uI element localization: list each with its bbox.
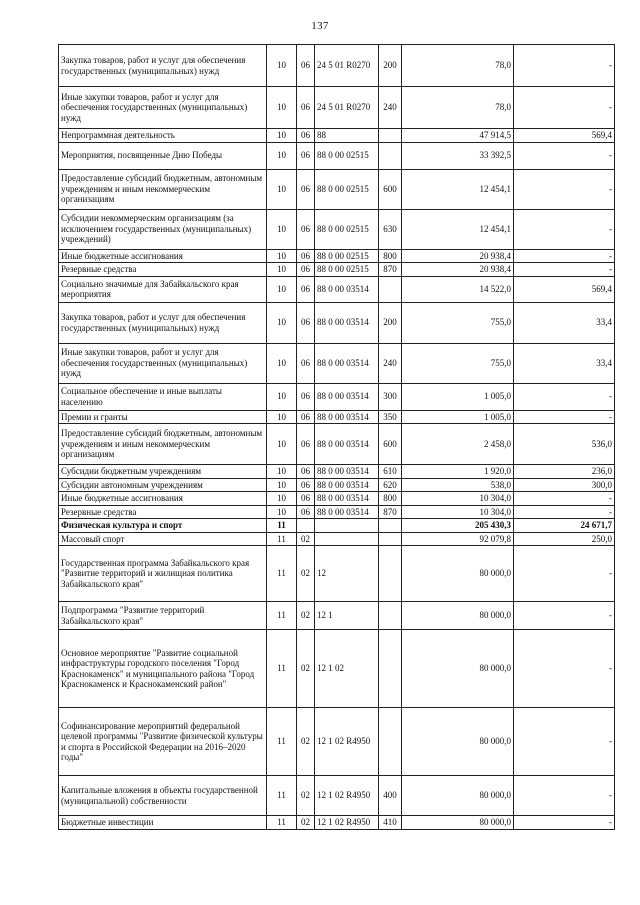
target-article-cell: 88 0 00 03514 <box>315 302 379 343</box>
subsection-code-cell: 02 <box>297 630 315 708</box>
subvention-amount-cell: - <box>514 708 615 776</box>
row-name-cell: Иные закупки товаров, работ и услуг для обеспечения государственных (муниципальных) нужд <box>59 343 267 383</box>
subsection-code-cell: 02 <box>297 708 315 776</box>
section-code-cell: 10 <box>267 478 297 492</box>
section-code-cell: 10 <box>267 263 297 277</box>
subvention-amount-cell: 569,4 <box>514 276 615 302</box>
row-name-cell: Мероприятия, посвященные Дню Победы <box>59 142 267 169</box>
target-article-cell: 12 1 02 R4950 <box>315 816 379 830</box>
row-name-cell: Предоставление субсидий бюджетным, автономным учреждениям и иным некоммерческим организациям <box>59 424 267 465</box>
amount-cell: 2 458,0 <box>402 424 514 465</box>
subsection-code-cell: 06 <box>297 276 315 302</box>
amount-cell: 1 005,0 <box>402 410 514 424</box>
table-row <box>59 343 615 383</box>
amount-cell: 755,0 <box>402 302 514 343</box>
subsection-code-cell: 06 <box>297 129 315 143</box>
amount-cell: 12 454,1 <box>402 209 514 249</box>
target-article-cell: 12 1 <box>315 602 379 630</box>
subsection-code-cell: 06 <box>297 492 315 506</box>
section-code-cell: 11 <box>267 602 297 630</box>
row-name-cell: Закупка товаров, работ и услуг для обеспечения государственных (муниципальных) нужд <box>59 45 267 87</box>
target-article-cell: 12 1 02 R4950 <box>315 776 379 816</box>
row-name-cell: Государственная программа Забайкальского края "Развитие территорий и жилищная политика Забайкальского края" <box>59 546 267 602</box>
expense-type-cell <box>379 142 402 169</box>
section-code-cell: 10 <box>267 465 297 479</box>
row-name-cell: Субсидии некоммерческим организациям (за исключением государственных (муниципальных) учреждений) <box>59 209 267 249</box>
section-code-cell: 10 <box>267 142 297 169</box>
subvention-amount-cell: - <box>514 816 615 830</box>
budget-table <box>58 44 615 830</box>
table-row <box>59 87 615 129</box>
section-code-cell: 11 <box>267 776 297 816</box>
amount-cell: 80 000,0 <box>402 816 514 830</box>
subsection-code-cell: 06 <box>297 465 315 479</box>
row-name-cell: Физическая культура и спорт <box>59 519 267 533</box>
table-row <box>59 45 615 87</box>
subvention-amount-cell: 24 671,7 <box>514 519 615 533</box>
amount-cell: 80 000,0 <box>402 776 514 816</box>
subsection-code-cell <box>297 519 315 533</box>
expense-type-cell: 600 <box>379 169 402 209</box>
target-article-cell: 12 1 02 <box>315 630 379 708</box>
target-article-cell: 88 0 00 02515 <box>315 249 379 263</box>
expense-type-cell <box>379 519 402 533</box>
subvention-amount-cell: - <box>514 383 615 410</box>
amount-cell: 80 000,0 <box>402 630 514 708</box>
section-code-cell: 10 <box>267 492 297 506</box>
section-code-cell: 10 <box>267 302 297 343</box>
subsection-code-cell: 06 <box>297 424 315 465</box>
section-code-cell: 11 <box>267 816 297 830</box>
budget-table-body <box>59 45 615 830</box>
subsection-code-cell: 06 <box>297 505 315 519</box>
row-name-cell: Иные бюджетные ассигнования <box>59 249 267 263</box>
expense-type-cell: 240 <box>379 87 402 129</box>
row-name-cell: Массовый спорт <box>59 532 267 546</box>
subvention-amount-cell: 536,0 <box>514 424 615 465</box>
table-row <box>59 532 615 546</box>
subvention-amount-cell: - <box>514 209 615 249</box>
row-name-cell: Субсидии бюджетным учреждениям <box>59 465 267 479</box>
target-article-cell: 88 0 00 03514 <box>315 478 379 492</box>
target-article-cell: 88 0 00 02515 <box>315 263 379 277</box>
subvention-amount-cell: 300,0 <box>514 478 615 492</box>
subvention-amount-cell: - <box>514 492 615 506</box>
section-code-cell: 10 <box>267 209 297 249</box>
subvention-amount-cell: 250,0 <box>514 532 615 546</box>
expense-type-cell: 800 <box>379 492 402 506</box>
subvention-amount-cell: - <box>514 630 615 708</box>
expense-type-cell: 200 <box>379 45 402 87</box>
target-article-cell: 88 0 00 02515 <box>315 209 379 249</box>
subvention-amount-cell: 236,0 <box>514 465 615 479</box>
subsection-code-cell: 06 <box>297 45 315 87</box>
subvention-amount-cell: - <box>514 546 615 602</box>
section-code-cell: 11 <box>267 519 297 533</box>
subvention-amount-cell: - <box>514 87 615 129</box>
subsection-code-cell: 02 <box>297 546 315 602</box>
table-row <box>59 302 615 343</box>
table-row <box>59 424 615 465</box>
subsection-code-cell: 02 <box>297 532 315 546</box>
table-row <box>59 492 615 506</box>
row-name-cell: Софинансирование мероприятий федеральной целевой программы "Развитие физической культуры и спорта в Российской Федерации на 2016–2020 годы" <box>59 708 267 776</box>
target-article-cell: 88 0 00 03514 <box>315 343 379 383</box>
subvention-amount-cell: - <box>514 249 615 263</box>
table-row <box>59 519 615 533</box>
row-name-cell: Премии и гранты <box>59 410 267 424</box>
target-article-cell <box>315 532 379 546</box>
subsection-code-cell: 06 <box>297 263 315 277</box>
subsection-code-cell: 02 <box>297 776 315 816</box>
target-article-cell: 12 <box>315 546 379 602</box>
target-article-cell: 88 0 00 03514 <box>315 383 379 410</box>
amount-cell: 92 079,8 <box>402 532 514 546</box>
expense-type-cell: 410 <box>379 816 402 830</box>
subvention-amount-cell: - <box>514 505 615 519</box>
table-row <box>59 630 615 708</box>
target-article-cell: 88 0 00 03514 <box>315 424 379 465</box>
amount-cell: 10 304,0 <box>402 492 514 506</box>
expense-type-cell <box>379 546 402 602</box>
section-code-cell: 11 <box>267 532 297 546</box>
row-name-cell: Субсидии автономным учреждениям <box>59 478 267 492</box>
expense-type-cell <box>379 532 402 546</box>
section-code-cell: 10 <box>267 410 297 424</box>
table-row <box>59 816 615 830</box>
subvention-amount-cell: - <box>514 410 615 424</box>
row-name-cell: Капитальные вложения в объекты государственной (муниципальной) собственности <box>59 776 267 816</box>
subsection-code-cell: 06 <box>297 478 315 492</box>
expense-type-cell: 800 <box>379 249 402 263</box>
section-code-cell: 11 <box>267 630 297 708</box>
amount-cell: 1 920,0 <box>402 465 514 479</box>
target-article-cell: 88 0 00 03514 <box>315 410 379 424</box>
subsection-code-cell: 06 <box>297 209 315 249</box>
section-code-cell: 10 <box>267 383 297 410</box>
section-code-cell: 10 <box>267 129 297 143</box>
expense-type-cell: 600 <box>379 424 402 465</box>
row-name-cell: Предоставление субсидий бюджетным, автономным учреждениям и иным некоммерческим организациям <box>59 169 267 209</box>
expense-type-cell: 350 <box>379 410 402 424</box>
expense-type-cell: 630 <box>379 209 402 249</box>
target-article-cell: 88 0 00 03514 <box>315 505 379 519</box>
subsection-code-cell: 06 <box>297 87 315 129</box>
row-name-cell: Резервные средства <box>59 505 267 519</box>
page-number: 137 <box>311 20 329 32</box>
row-name-cell: Бюджетные инвестиции <box>59 816 267 830</box>
table-row <box>59 478 615 492</box>
expense-type-cell <box>379 630 402 708</box>
amount-cell: 80 000,0 <box>402 602 514 630</box>
expense-type-cell: 200 <box>379 302 402 343</box>
target-article-cell: 88 0 00 03514 <box>315 465 379 479</box>
amount-cell: 538,0 <box>402 478 514 492</box>
table-row <box>59 465 615 479</box>
target-article-cell: 24 5 01 R0270 <box>315 45 379 87</box>
target-article-cell: 88 <box>315 129 379 143</box>
expense-type-cell <box>379 602 402 630</box>
subvention-amount-cell: - <box>514 142 615 169</box>
expense-type-cell: 300 <box>379 383 402 410</box>
subsection-code-cell: 06 <box>297 343 315 383</box>
row-name-cell: Иные бюджетные ассигнования <box>59 492 267 506</box>
row-name-cell: Иные закупки товаров, работ и услуг для обеспечения государственных (муниципальных) нужд <box>59 87 267 129</box>
section-code-cell: 10 <box>267 169 297 209</box>
section-code-cell: 11 <box>267 546 297 602</box>
expense-type-cell: 870 <box>379 505 402 519</box>
section-code-cell: 10 <box>267 276 297 302</box>
expense-type-cell: 240 <box>379 343 402 383</box>
table-row <box>59 505 615 519</box>
amount-cell: 1 005,0 <box>402 383 514 410</box>
target-article-cell: 88 0 00 02515 <box>315 142 379 169</box>
section-code-cell: 10 <box>267 249 297 263</box>
table-row <box>59 209 615 249</box>
target-article-cell: 88 0 00 03514 <box>315 492 379 506</box>
subvention-amount-cell: - <box>514 169 615 209</box>
row-name-cell: Подпрограмма "Развитие территорий Забайкальского края" <box>59 602 267 630</box>
subvention-amount-cell: - <box>514 602 615 630</box>
amount-cell: 20 938,4 <box>402 263 514 277</box>
amount-cell: 47 914,5 <box>402 129 514 143</box>
table-row <box>59 249 615 263</box>
target-article-cell: 12 1 02 R4950 <box>315 708 379 776</box>
amount-cell: 14 522,0 <box>402 276 514 302</box>
section-code-cell: 10 <box>267 45 297 87</box>
section-code-cell: 10 <box>267 87 297 129</box>
target-article-cell: 88 0 00 02515 <box>315 169 379 209</box>
amount-cell: 10 304,0 <box>402 505 514 519</box>
subsection-code-cell: 06 <box>297 142 315 169</box>
subsection-code-cell: 06 <box>297 302 315 343</box>
table-row <box>59 410 615 424</box>
amount-cell: 205 430,3 <box>402 519 514 533</box>
row-name-cell: Резервные средства <box>59 263 267 277</box>
table-row <box>59 546 615 602</box>
expense-type-cell: 610 <box>379 465 402 479</box>
subsection-code-cell: 02 <box>297 602 315 630</box>
amount-cell: 20 938,4 <box>402 249 514 263</box>
amount-cell: 755,0 <box>402 343 514 383</box>
table-row <box>59 169 615 209</box>
row-name-cell: Социальное обеспечение и иные выплаты населению <box>59 383 267 410</box>
table-row <box>59 129 615 143</box>
section-code-cell: 11 <box>267 708 297 776</box>
amount-cell: 78,0 <box>402 87 514 129</box>
expense-type-cell <box>379 276 402 302</box>
table-row <box>59 276 615 302</box>
amount-cell: 33 392,5 <box>402 142 514 169</box>
subsection-code-cell: 06 <box>297 383 315 410</box>
table-row <box>59 383 615 410</box>
section-code-cell: 10 <box>267 505 297 519</box>
subsection-code-cell: 06 <box>297 249 315 263</box>
subsection-code-cell: 06 <box>297 169 315 209</box>
subvention-amount-cell: 33,4 <box>514 302 615 343</box>
expense-type-cell: 870 <box>379 263 402 277</box>
table-row <box>59 263 615 277</box>
target-article-cell: 88 0 00 03514 <box>315 276 379 302</box>
row-name-cell: Закупка товаров, работ и услуг для обеспечения государственных (муниципальных) нужд <box>59 302 267 343</box>
expense-type-cell: 620 <box>379 478 402 492</box>
expense-type-cell <box>379 708 402 776</box>
amount-cell: 80 000,0 <box>402 708 514 776</box>
table-row <box>59 708 615 776</box>
target-article-cell <box>315 519 379 533</box>
subvention-amount-cell: - <box>514 776 615 816</box>
table-row <box>59 776 615 816</box>
row-name-cell: Основное мероприятие "Развитие социальной инфраструктуры городского поселения "Город Краснокаменск" и муниципального района "Город Краснокаменск и Краснокаменский район" <box>59 630 267 708</box>
expense-type-cell <box>379 129 402 143</box>
subsection-code-cell: 02 <box>297 816 315 830</box>
table-row <box>59 142 615 169</box>
amount-cell: 78,0 <box>402 45 514 87</box>
amount-cell: 80 000,0 <box>402 546 514 602</box>
subvention-amount-cell: 33,4 <box>514 343 615 383</box>
table-row <box>59 602 615 630</box>
row-name-cell: Социально значимые для Забайкальского края мероприятия <box>59 276 267 302</box>
subvention-amount-cell: 569,4 <box>514 129 615 143</box>
section-code-cell: 10 <box>267 424 297 465</box>
amount-cell: 12 454,1 <box>402 169 514 209</box>
subvention-amount-cell: - <box>514 45 615 87</box>
row-name-cell: Непрограммная деятельность <box>59 129 267 143</box>
subsection-code-cell: 06 <box>297 410 315 424</box>
expense-type-cell: 400 <box>379 776 402 816</box>
subvention-amount-cell: - <box>514 263 615 277</box>
section-code-cell: 10 <box>267 343 297 383</box>
target-article-cell: 24 5 01 R0270 <box>315 87 379 129</box>
